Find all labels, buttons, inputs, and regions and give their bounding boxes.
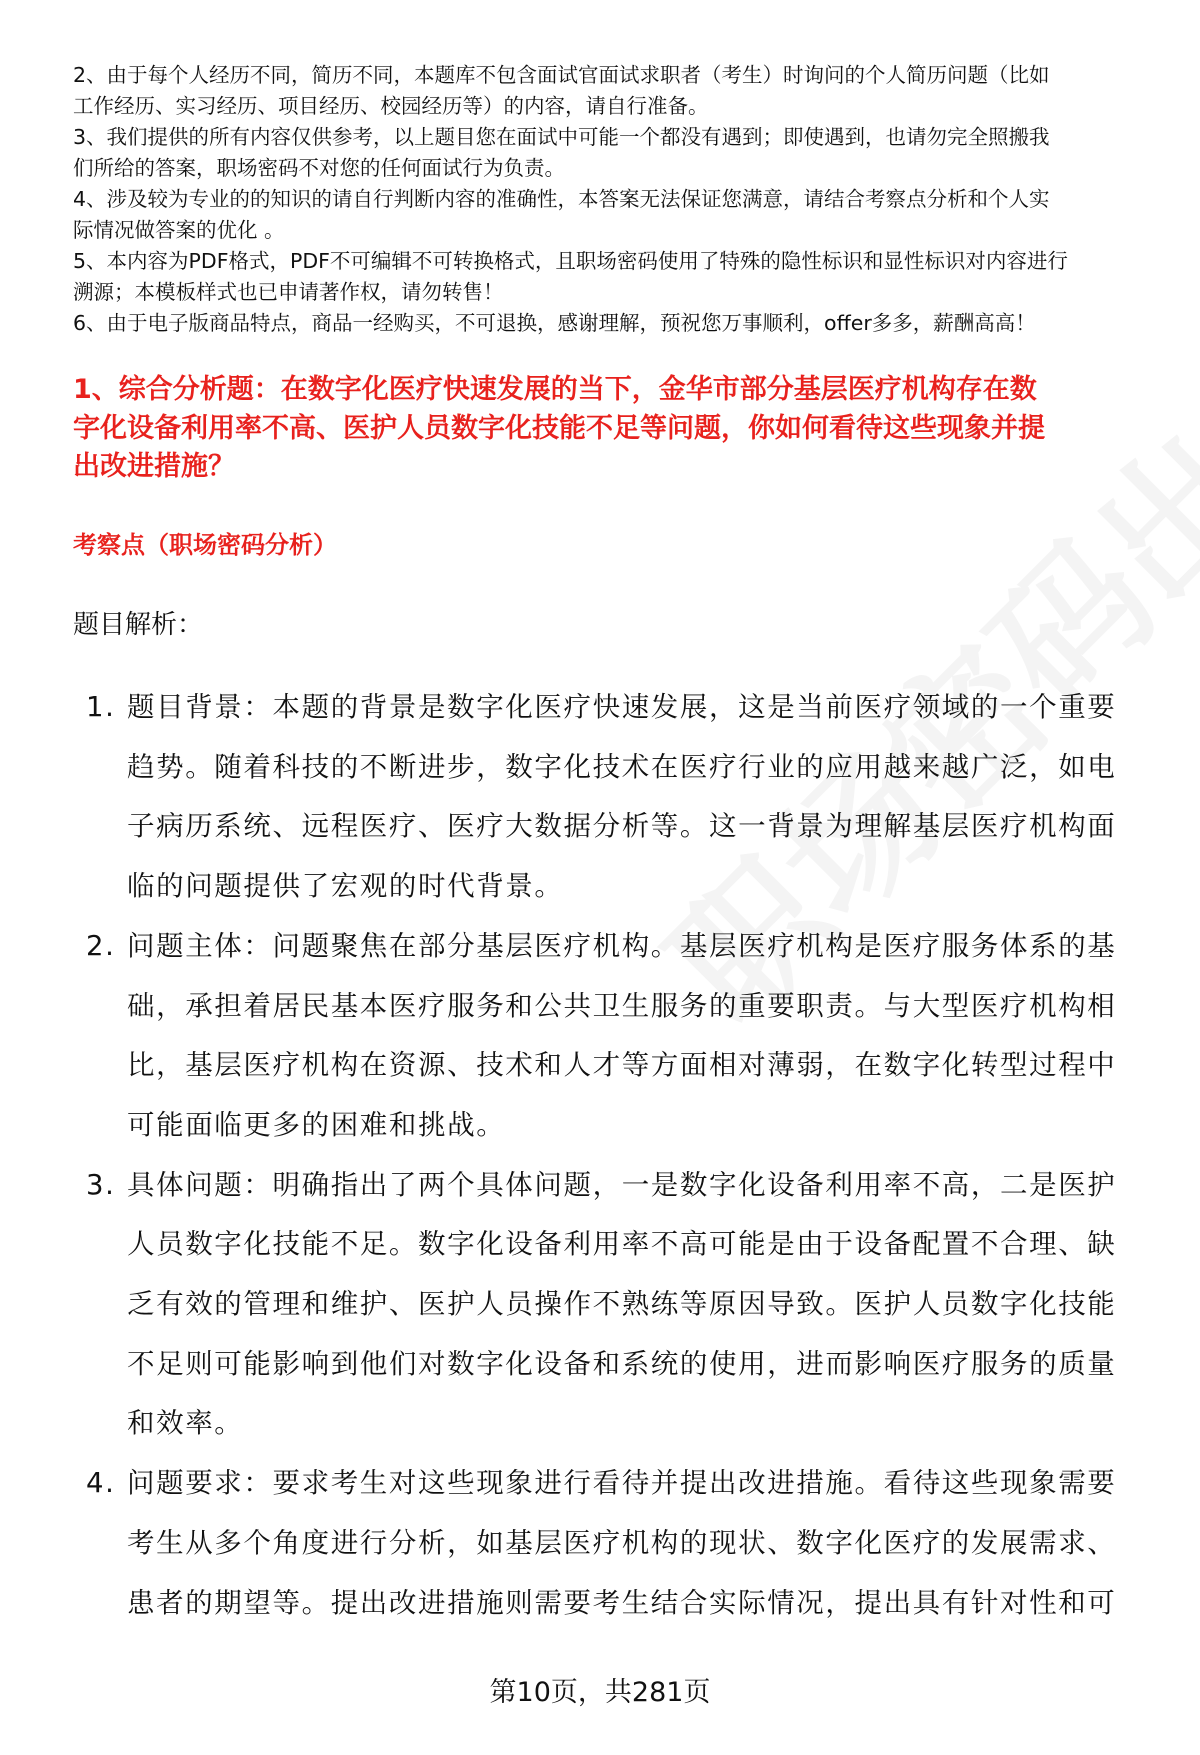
note-line: 3、我们提供的所有内容仅供参考，以上题目您在面试中可能一个都没有遇到；即使遇到，也请勿完全照搬我 [73, 125, 1050, 149]
question-line: 出改进措施？ [73, 451, 235, 483]
list-line: 和效率。 [127, 1407, 244, 1440]
list-number: 3. [86, 1168, 116, 1201]
list-line: 乏有效的管理和维护、医护人员操作不熟练等原因导致。医护人员数字化技能 [127, 1288, 1117, 1321]
list-line: 问题主体：问题聚焦在部分基层医疗机构。基层医疗机构是医疗服务体系的基 [127, 929, 1117, 962]
note-line: 际情况做答案的优化 。 [73, 218, 285, 242]
list-line: 人员数字化技能不足。数字化设备利用率不高可能是由于设备配置不合理、缺 [127, 1228, 1117, 1261]
list-line: 不足则可能影响到他们对数字化设备和系统的使用，进而影响医疗服务的质量 [127, 1347, 1117, 1380]
page-footer: 第10页，共281页 [489, 1677, 711, 1708]
list-line: 问题要求：要求考生对这些现象进行看待并提出改进措施。看待这些现象需要 [127, 1467, 1117, 1500]
notes-block [73, 60, 1068, 339]
list-item [0, 678, 1116, 917]
note-line: 5、本内容为PDF格式，PDF不可编辑不可转换格式，且职场密码使用了特殊的隐性标识和显性标识对内容进行 [73, 249, 1068, 273]
analysis-label: 题目解析： [73, 610, 204, 640]
question-heading [73, 371, 1045, 487]
list-item [0, 917, 1116, 1156]
list-item [0, 1156, 1116, 1455]
note-line: 溯源；本模板样式也已申请著作权，请勿转售！ [73, 280, 504, 304]
list-line: 具体问题：明确指出了两个具体问题，一是数字化设备利用率不高，二是医护 [127, 1168, 1117, 1201]
list-line: 趋势。随着科技的不断进步，数字化技术在医疗行业的应用越来越广泛，如电 [127, 750, 1117, 783]
list-line: 础，承担着居民基本医疗服务和公共卫生服务的重要职责。与大型医疗机构相 [127, 989, 1117, 1022]
question-line: 1、综合分析题：在数字化医疗快速发展的当下，金华市部分基层医疗机构存在数 [73, 374, 1037, 405]
list-line: 临的问题提供了宏观的时代背景。 [127, 870, 564, 903]
list-line: 考生从多个角度进行分析，如基层医疗机构的现状、数字化医疗的发展需求、 [127, 1526, 1117, 1559]
list-number: 4. [86, 1467, 116, 1500]
section-title: 考察点（职场密码分析） [73, 531, 337, 559]
list-item [0, 1454, 1116, 1633]
note-line: 4、涉及较为专业的的知识的请自行判断内容的准确性，本答案无法保证您满意，请结合考察点分析和个人实 [73, 187, 1050, 211]
list-line: 患者的期望等。提出改进措施则需要考生结合实际情况，提出具有针对性和可 [127, 1586, 1117, 1619]
note-line: 2、由于每个人经历不同，简历不同，本题库不包含面试官面试求职者（考生）时询问的个人简历问题（比如 [73, 63, 1050, 87]
list-line: 比，基层医疗机构在资源、技术和人才等方面相对薄弱，在数字化转型过程中 [127, 1049, 1117, 1082]
list-number: 2. [86, 929, 116, 962]
note-line: 们所给的答案，职场密码不对您的任何面试行为负责。 [73, 156, 565, 180]
list-line: 子病历系统、远程医疗、医疗大数据分析等。这一背景为理解基层医疗机构面 [127, 810, 1117, 843]
list-line: 可能面临更多的困难和挑战。 [127, 1108, 506, 1141]
question-line: 字化设备利用率不高、医护人员数字化技能不足等问题，你如何看待这些现象并提 [73, 412, 1045, 444]
note-line: 6、由于电子版商品特点，商品一经购买，不可退换，感谢理解，预祝您万事顺利，offer多多，薪酬高高！ [73, 311, 1036, 335]
note-line: 工作经历、实习经历、项目经历、校园经历等）的内容，请自行准备。 [73, 94, 709, 118]
analysis-list [0, 678, 1116, 1633]
list-number: 1. [86, 691, 116, 723]
list-line: 题目背景：本题的背景是数字化医疗快速发展，这是当前医疗领域的一个重要 [127, 691, 1117, 723]
